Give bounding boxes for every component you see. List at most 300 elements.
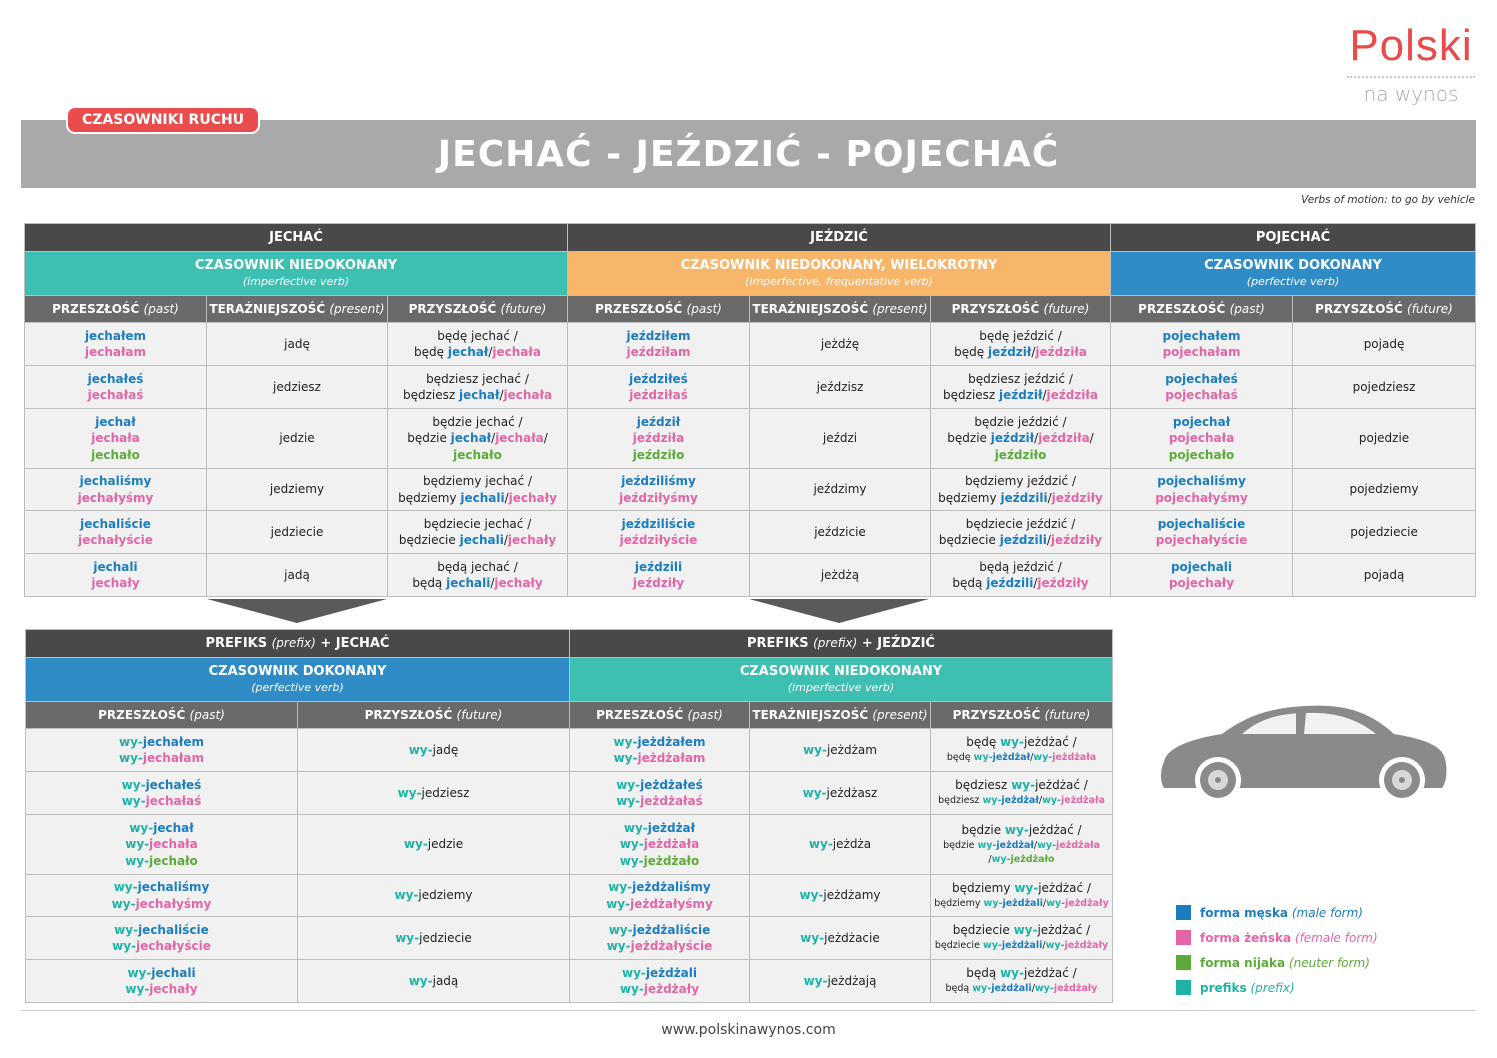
verb-form: jedziemy (418, 888, 473, 903)
female-form: pojechałaś (1165, 388, 1238, 402)
type-label: CZASOWNIK DOKONANY (208, 663, 387, 679)
future-form-cell: będziesz wy-jeżdżać / będziesz wy-jeżdżał/wy-jeżdżała (931, 772, 1113, 815)
column-label: PRZESZŁOŚĆ (1138, 302, 1226, 316)
car-icon (1156, 700, 1456, 810)
column-english: (present) (872, 708, 928, 722)
column-header-future (298, 702, 570, 729)
auxiliary-verb: będziecie (938, 533, 996, 547)
auxiliary-verb: będzie (961, 822, 1002, 837)
prefix-part: wy- (606, 939, 631, 953)
column-english: (present) (872, 302, 928, 316)
past-form-cell (568, 323, 750, 366)
type-label: CZASOWNIK NIEDOKONANY (739, 663, 943, 679)
prefix-part: wy- (1046, 897, 1066, 909)
column-header-past (26, 702, 298, 729)
type-english: (perfective verb) (251, 680, 344, 694)
auxiliary-verb: będę (979, 328, 1010, 343)
female-form: jeździły (632, 576, 685, 590)
past-form-cell (568, 409, 750, 469)
type-label: CZASOWNIK DOKONANY (1204, 257, 1382, 273)
neuter-form: jechało (91, 447, 140, 462)
prefix-conjugation-table (25, 629, 1113, 1003)
table-row (26, 815, 1113, 875)
male-form: jeździł (987, 345, 1032, 359)
verb-form: jadą (432, 973, 459, 988)
top-conjugation-table (24, 223, 1476, 597)
prefix-part: wy- (394, 888, 419, 903)
type-english: (imperfective, frequentative verb) (745, 274, 933, 288)
verb-form: jeżdżasz (826, 785, 878, 800)
prefix-part: wy- (127, 965, 152, 980)
infinitive: jeździć / (1026, 516, 1076, 531)
auxiliary-verb: będą (437, 559, 468, 574)
male-form: jechali (460, 490, 505, 505)
type-english: (imperfective verb) (787, 680, 895, 694)
auxiliary-verb: będziecie (934, 940, 980, 951)
future-form-cell: będą jechać / będą jechali/jechały (388, 554, 568, 597)
verb-form: pojadę (1363, 336, 1405, 351)
prefix-part: wy- (113, 880, 138, 894)
male-form: jeżdżał (996, 839, 1034, 851)
female-form: jeżdżała (1052, 752, 1097, 763)
present-form-cell (750, 875, 931, 917)
legend-label: prefiks (1200, 980, 1247, 995)
female-form: jechałyście (78, 533, 153, 547)
future-form-cell: będzie jechać / będzie jechał/jechała/ jechało (388, 409, 568, 469)
verb-form: jedziesz (421, 785, 470, 800)
verb-form: jeżdżam (826, 742, 877, 757)
future-form-cell: będziesz jechać / będziesz jechał/jechała (388, 366, 568, 409)
prefix-part: wy- (991, 853, 1011, 865)
auxiliary-verb: będziecie (952, 923, 1010, 937)
column-english: (past) (686, 302, 722, 316)
male-form: jechali (446, 576, 491, 590)
auxiliary-verb: będziecie (398, 533, 456, 547)
type-header-perfective (1111, 252, 1476, 296)
male-form: jeździł (999, 388, 1043, 402)
future-line (955, 778, 1088, 792)
female-form: jeździłyście (619, 533, 698, 547)
prefix-part: wy- (616, 777, 641, 792)
verb-form: jeździsz (816, 379, 864, 394)
present-form-cell (750, 772, 931, 815)
column-label: PRZESZŁOŚĆ (595, 302, 683, 316)
male-form: jeżdżał (992, 752, 1031, 763)
male-form: pojechali (1170, 559, 1233, 574)
present-form-cell (207, 323, 388, 366)
male-form: jeździli (986, 576, 1034, 590)
type-header-frequentative (568, 252, 1111, 296)
present-form-cell (750, 815, 931, 875)
past-form-cell (568, 511, 750, 554)
auxiliary-verb: będą (412, 576, 443, 590)
infinitive: jechać / (484, 516, 532, 531)
down-arrow-icon (207, 599, 387, 623)
prefix-word: PREFIKS (205, 636, 268, 651)
column-label: PRZYSZŁOŚĆ (952, 708, 1041, 722)
logo-main-text: Polski (1349, 21, 1473, 70)
prefix-part: wy- (408, 973, 433, 988)
column-english: (past) (189, 708, 225, 722)
column-label: PRZYSZŁOŚĆ (364, 708, 453, 722)
male-form: jechali (151, 965, 196, 980)
male-form: jeżdżał (1001, 795, 1039, 806)
verb-form: jadą (284, 567, 310, 582)
verb-form: jedziecie (270, 524, 324, 539)
column-header-future (388, 296, 568, 323)
future-form-cell: będziecie jechać / będziecie jechali/jechały (388, 511, 568, 554)
future-form-cell: będą jeździć / będą jeździli/jeździły (931, 554, 1111, 597)
female-form: jeżdżałyście (630, 939, 713, 953)
verb-form: jeździ (822, 431, 858, 446)
auxiliary-verb: będziemy (398, 490, 457, 505)
male-form: jeżdżaliśmy (632, 880, 711, 894)
verb-form: pojedziesz (1352, 379, 1416, 394)
past-form-cell (570, 815, 750, 875)
male-form: pojechałeś (1165, 371, 1238, 386)
prefix-part: wy- (803, 973, 828, 988)
past-form-cell (25, 366, 207, 409)
auxiliary-verb: będziesz (955, 778, 1008, 792)
color-legend (1176, 900, 1378, 1000)
type-label: CZASOWNIK NIEDOKONANY (194, 257, 398, 273)
male-form: jechałem (142, 734, 204, 749)
male-form: jeździł (636, 414, 681, 429)
verb-form: jeżdżę (820, 336, 860, 351)
column-header-past (568, 296, 750, 323)
column-label: TERAŹNIEJSZOŚĆ (752, 302, 869, 316)
future-line (961, 823, 1081, 837)
infinitive: jeżdżać / (1023, 735, 1077, 749)
past-form-cell (1111, 469, 1293, 511)
male-form: jeździłeś (629, 371, 688, 386)
female-form: jechałyście (136, 939, 211, 953)
verb-form: pojedzie (1358, 431, 1410, 446)
prefix-part: wy- (125, 982, 150, 996)
column-header-future (931, 296, 1111, 323)
infinitive: jechać / (485, 474, 532, 488)
past-form-cell (1111, 323, 1293, 366)
female-form: jechała (149, 837, 198, 852)
female-form: pojechałyśmy (1155, 490, 1248, 505)
auxiliary-verb: będzie (407, 431, 447, 446)
auxiliary-verb: będę (414, 345, 445, 359)
auxiliary-verb: będziemy (952, 880, 1011, 895)
prefix-word: PREFIKS (747, 636, 809, 651)
infinitive: jeżdżać / (1038, 880, 1091, 895)
future-form-cell (298, 917, 570, 960)
category-tag: CZASOWNIKI RUCHU (68, 108, 258, 132)
past-form-cell (570, 772, 750, 815)
verb-form: jedziesz (273, 379, 321, 394)
neuter-form: jeździło (994, 447, 1047, 462)
prefix-part: wy- (1000, 966, 1024, 980)
prefix-part: wy- (619, 853, 644, 868)
present-form-cell (207, 366, 388, 409)
prefix-part: wy- (799, 888, 824, 903)
future-form-cell: będziemy wy-jeżdżać / będziemy wy-jeżdżali/wy-jeżdżały (931, 875, 1113, 917)
present-form-cell (750, 554, 931, 597)
table-row (25, 323, 1476, 366)
prefix-part: wy- (1033, 752, 1053, 763)
prefix-part: wy- (1004, 822, 1029, 837)
future-form-cell (298, 772, 570, 815)
infinitive: jeździć / (1013, 559, 1062, 574)
column-header-present (750, 702, 931, 729)
prefix-part: wy- (802, 785, 827, 800)
prefix-part: wy- (1014, 880, 1039, 895)
column-english: (past) (1229, 302, 1265, 316)
female-form: jeżdżały (1064, 940, 1109, 951)
past-form-cell (570, 960, 750, 1003)
female-form: jeżdżałaś (640, 794, 703, 808)
prefix-part: wy- (1000, 735, 1024, 749)
down-arrow-icon (749, 599, 929, 623)
male-form: jechaliście (80, 516, 151, 531)
female-form: pojechałyście (1155, 533, 1248, 547)
verb-form: jadę (432, 742, 459, 757)
female-form: jeżdżały (643, 982, 700, 996)
auxiliary-verb: będziesz (938, 795, 980, 806)
verb-form: jeżdżą (820, 567, 860, 582)
male-form: jeżdżałem (637, 734, 706, 749)
column-header-future (1293, 296, 1476, 323)
auxiliary-verb: będziemy (934, 897, 981, 909)
female-form: jechały (149, 982, 198, 996)
past-form-cell (568, 366, 750, 409)
male-form: jeździli (999, 533, 1047, 547)
column-header-past (25, 296, 207, 323)
past-form-cell (568, 554, 750, 597)
prefix-part: wy- (619, 837, 644, 852)
prefix-part: wy- (619, 982, 644, 996)
table-row (26, 917, 1113, 960)
future-form-cell: będę jechać / będę jechał/jechała (388, 323, 568, 366)
future-form-cell: będą wy-jeżdżać / będą wy-jeżdżali/wy-jeżdżały (931, 960, 1113, 1003)
prefix-part: wy- (1037, 839, 1057, 851)
prefix-verb: + JECHAĆ (320, 636, 390, 651)
male-form: jeżdżaliście (632, 922, 711, 937)
prefix-part: wy- (114, 922, 139, 937)
verb-form: jeżdżacie (824, 930, 880, 945)
table-row (25, 554, 1476, 597)
prefix-english: (prefix) (813, 636, 858, 650)
prefix-verb: + JEŹDZIĆ (861, 636, 935, 651)
type-english: (imperfective verb) (242, 274, 350, 288)
prefix-part: wy- (608, 880, 633, 894)
prefix-part: wy- (112, 939, 137, 953)
female-form: jeździły (1051, 490, 1103, 505)
female-form: jeżdżały (1065, 897, 1109, 909)
prefix-part: wy- (983, 897, 1003, 909)
column-label: PRZESZŁOŚĆ (52, 302, 140, 316)
male-form: jeżdżali (1001, 940, 1043, 951)
auxiliary-verb: będziesz (968, 371, 1021, 386)
past-form-cell (26, 917, 298, 960)
future-form-cell: będzie wy-jeżdżać / będzie wy-jeżdżał/wy-jeżdżała /wy-jeżdżało (931, 815, 1113, 875)
logo-sub-text: na wynos (1363, 82, 1459, 106)
present-form-cell (750, 409, 931, 469)
female-form: jeździła (1035, 345, 1087, 359)
verb-form: jedziecie (419, 930, 472, 945)
female-form: jechałaś (87, 388, 144, 402)
auxiliary-verb: będą (966, 966, 997, 980)
prefix-part: wy- (982, 795, 1002, 806)
neuter-form: pojechało (1168, 447, 1235, 462)
infinitive: jeżdżać / (1035, 778, 1088, 792)
female-form: jeździłam (626, 345, 691, 359)
infinitive: jechać / (482, 371, 529, 386)
auxiliary-verb: będziemy (965, 474, 1024, 488)
legend-swatch (1176, 930, 1191, 945)
verb-form: jeżdżamy (823, 888, 881, 903)
auxiliary-verb: będę (946, 752, 971, 763)
future-form-cell: będziesz jeździć / będziesz jeździł/jeździła (931, 366, 1111, 409)
logo-divider (1347, 76, 1475, 78)
female-form: jechałam (84, 345, 147, 359)
auxiliary-verb: będę (437, 328, 468, 343)
female-form: jeżdżałam (637, 751, 706, 765)
male-form: jechaliśmy (79, 474, 152, 488)
legend-english: (prefix) (1250, 980, 1295, 995)
auxiliary-verb: będę (966, 735, 997, 749)
prefix-part: wy- (129, 820, 154, 835)
auxiliary-verb: będziesz (943, 388, 996, 402)
prefix-part: wy- (397, 785, 422, 800)
male-form: jechał (153, 820, 194, 835)
auxiliary-verb: będziemy (938, 490, 997, 505)
present-form-cell (750, 511, 931, 554)
past-form-cell (570, 875, 750, 917)
future-form-cell: będziemy jeździć / będziemy jeździli/jeździły (931, 469, 1111, 511)
future-form-cell (298, 960, 570, 1003)
column-english: (past) (687, 708, 723, 722)
past-form-cell (26, 960, 298, 1003)
infinitive: jeździć / (1024, 371, 1073, 386)
male-form: jechali (93, 559, 138, 574)
present-form-cell (750, 323, 931, 366)
male-form: jeżdżałeś (640, 777, 703, 792)
legend-item (1176, 950, 1378, 975)
male-form: jechałeś (145, 777, 202, 792)
type-header-perfective (26, 658, 570, 702)
male-form: jechaliście (138, 922, 209, 937)
past-form-cell (25, 511, 207, 554)
female-form: pojechałam (1162, 345, 1241, 359)
male-form: jeździli (1000, 490, 1048, 505)
auxiliary-verb: będziesz (426, 371, 479, 386)
future-form-cell (1293, 366, 1476, 409)
female-form: jechała (503, 388, 553, 402)
neuter-form: jechało (453, 447, 502, 462)
legend-item (1176, 925, 1378, 950)
present-form-cell (207, 469, 388, 511)
future-form-cell: będzie jeździć / będzie jeździł/jeździła/ jeździło (931, 409, 1111, 469)
table-row (26, 729, 1113, 772)
verb-header-pojechac: POJECHAĆ (1111, 224, 1476, 252)
legend-item (1176, 975, 1378, 1000)
female-form: jechały (494, 576, 543, 590)
prefix-english: (prefix) (271, 636, 316, 650)
male-form: jechał (458, 388, 500, 402)
column-label: TERAŹNIEJSZOŚĆ (752, 708, 869, 722)
legend-label: forma męska (1200, 905, 1289, 920)
auxiliary-verb: będą (979, 559, 1010, 574)
male-form: jechałeś (87, 371, 144, 386)
female-form: jechałyśmy (77, 490, 154, 505)
auxiliary-verb: będzie (974, 414, 1015, 429)
prefix-part: wy- (606, 896, 631, 911)
present-form-cell (750, 917, 931, 960)
prefix-part: wy- (1034, 983, 1054, 994)
prefix-part: wy- (408, 742, 433, 757)
column-label: PRZYSZŁOŚĆ (1315, 302, 1403, 316)
prefix-part: wy- (973, 752, 993, 763)
table-row (26, 960, 1113, 1003)
male-form: jeździli (634, 559, 683, 574)
table-row (26, 875, 1113, 917)
prefix-part: wy- (119, 734, 143, 749)
type-header-imperfective (25, 252, 568, 296)
female-form: jechała (492, 345, 541, 359)
future-line (952, 881, 1091, 895)
present-form-cell (207, 554, 388, 597)
auxiliary-verb: będziesz (402, 388, 456, 402)
female-form: jechałaś (145, 794, 202, 808)
prefix-part: wy- (403, 837, 428, 852)
future-form-cell (298, 729, 570, 772)
female-form: jeździły (1050, 533, 1103, 547)
future-form-cell (1293, 409, 1476, 469)
infinitive: jeździć / (1027, 474, 1076, 488)
male-form: pojechałem (1162, 328, 1241, 343)
column-label: PRZYSZŁOŚĆ (408, 302, 497, 316)
future-form-cell (1293, 323, 1476, 366)
male-form: jeździłem (626, 328, 691, 343)
male-form: pojechaliśmy (1157, 474, 1246, 488)
prefix-part: wy- (608, 922, 633, 937)
prefix-part: wy- (803, 742, 827, 757)
prefix-part: wy- (121, 794, 146, 808)
past-form-cell (1111, 366, 1293, 409)
column-english: (future) (456, 708, 503, 722)
page-subtitle: Verbs of motion: to go by vehicle (1301, 194, 1475, 206)
column-header-past (1111, 296, 1293, 323)
female-form: jeżdżały (1053, 983, 1098, 994)
female-form: jechały (507, 533, 557, 547)
future-line (966, 966, 1076, 980)
prefix-part: wy- (1042, 795, 1061, 806)
female-form: pojechała (1168, 431, 1235, 446)
female-form: jeździła (1046, 388, 1098, 402)
table-row (25, 469, 1476, 511)
infinitive: jechać / (475, 414, 523, 429)
past-form-cell (26, 772, 298, 815)
verb-form: pojedziemy (1349, 482, 1419, 497)
past-form-cell (1111, 511, 1293, 554)
verb-form: jeździcie (814, 524, 866, 539)
legend-swatch (1176, 980, 1191, 995)
prefix-part: wy- (982, 940, 1002, 951)
column-label: PRZESZŁOŚĆ (98, 708, 186, 722)
neuter-form: jeżdżało (1010, 853, 1055, 865)
past-form-cell (570, 917, 750, 960)
column-english: (future) (1043, 302, 1090, 316)
legend-english: (male form) (1291, 905, 1363, 920)
column-english: (future) (1407, 302, 1453, 316)
female-form: jechały (91, 576, 140, 590)
auxiliary-verb: będzie (947, 431, 987, 446)
